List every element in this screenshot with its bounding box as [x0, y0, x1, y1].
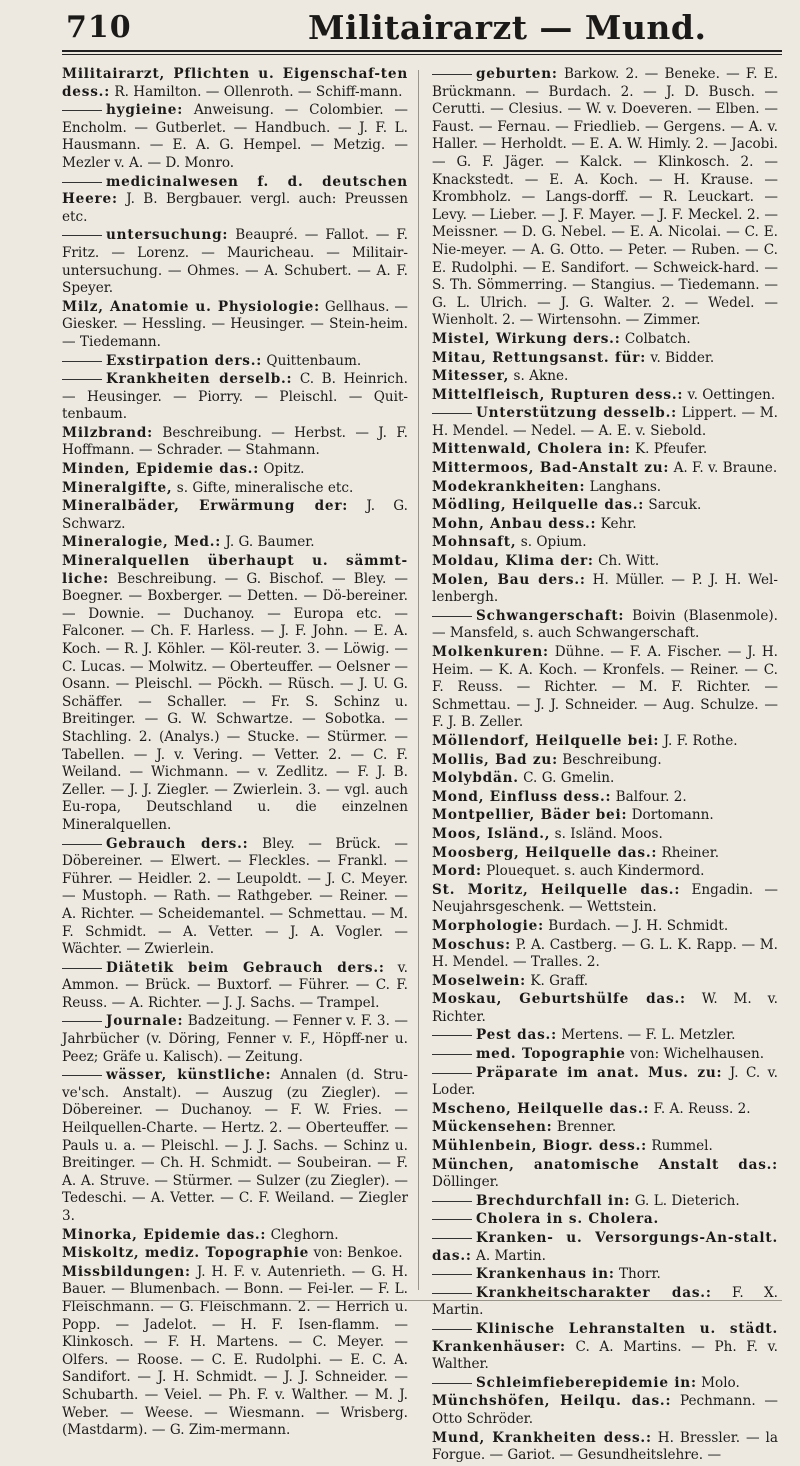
entry-references: Kehr.: [600, 515, 637, 532]
entry-headword: Unterstützung desselb.:: [476, 405, 677, 422]
index-entry: [432, 991, 778, 1026]
entry-references: Ch. Witt.: [598, 553, 660, 570]
index-entry: [432, 770, 778, 788]
entry-headword: wässer, künstliche:: [106, 1067, 272, 1084]
entry-headword: Milzbrand:: [62, 424, 153, 441]
index-entry: [62, 227, 408, 297]
index-entry: [432, 845, 778, 863]
entry-references: Engadin. — Neujahrsgeschenk. — Wettstein.: [432, 881, 778, 916]
entry-headword: Morphologie:: [432, 917, 544, 934]
entry-references: Burdach. — J. H. Schmidt.: [548, 917, 729, 934]
entry-references: J. C. v. Loder.: [432, 1064, 778, 1099]
index-entry: [62, 1264, 408, 1440]
entry-headword: Mückensehen:: [432, 1119, 553, 1136]
entry-references: Langhans.: [589, 478, 662, 495]
entry-references: Opitz.: [263, 461, 305, 478]
entry-headword: Mühlenbein, Biogr. dess.:: [432, 1138, 647, 1155]
entry-references: F. X. Martin.: [432, 1284, 778, 1319]
entry-references: Lippert. — M. H. Mendel. — Nedel. — A. E. v. Siebold.: [432, 405, 778, 439]
entry-references: Annalen (d. Stru-ve'sch. Anstalt). — Auszug (zu Ziegler). — Döbereiner. — Duchanoy. — F. W. Fries. — Heilquellen-Charte. — Hertz. 2. — Oberteuffer. — Pauls u. a. — Pleischl. — J. J. Sachs. — Schinz u. Breitinger. — Ch. H. Schmidt. — Soubeiran. — F. A. A. Struve. — Stürmer. — Sulzer (zu Ziegler). — Tedeschi. — A. Vetter. — C. F. Weiland. — Ziegler 3.: [62, 1067, 409, 1224]
entry-references: Badzeitung. — Fenner v. F. 3. — Jahrbücher (v. Döring, Fenner v. F., Höpff-ner u. Peez; Gräfe u. Kalisch). — Zeitung.: [62, 1013, 408, 1065]
entry-headword: Molen, Bau ders.:: [432, 571, 586, 588]
entry-headword: Mineralquellen überhaupt u. sämmt-liche:: [62, 553, 408, 587]
entry-headword: Mineralbäder, Erwärmung der:: [62, 498, 349, 515]
index-entry: [432, 826, 778, 844]
index-entry: [432, 553, 778, 571]
entry-headword: Moosberg, Heilquelle das.:: [432, 844, 658, 861]
index-entry: [432, 1430, 778, 1465]
entry-references: J. G. Schwarz.: [62, 498, 408, 532]
index-entry: [432, 350, 778, 368]
entry-headword: Mohn, Anbau dess.:: [432, 515, 597, 532]
index-entry: [432, 863, 778, 881]
entry-headword: hygieine:: [106, 102, 184, 119]
entry-references: Cleghorn.: [270, 1226, 339, 1243]
entry-references: H. Müller. — P. J. H. Wel-lenbergh.: [432, 571, 778, 606]
index-entry: [432, 441, 778, 459]
index-entry: [62, 1227, 408, 1245]
entry-headword: geburten:: [476, 66, 558, 82]
entry-headword: Moos, Isländ.,: [432, 825, 551, 842]
entry-headword: Mitesser,: [432, 368, 510, 385]
index-entry: [432, 1211, 778, 1229]
entry-references: Gellhaus. — Giesker. — Hessling. — Heusinger. — Stein-heim. — Tiedemann.: [62, 298, 408, 350]
entry-references: Beschreibung.: [562, 751, 662, 768]
entry-headword: Kranken- u. Versorgungs-An-stalt. das.:: [432, 1230, 778, 1264]
entry-headword: Mscheno, Heilquelle das.:: [432, 1100, 650, 1117]
entry-headword: Krankenhaus in:: [476, 1266, 615, 1283]
index-entry: [432, 405, 778, 440]
entry-references: W. M. v. Richter.: [432, 991, 779, 1025]
index-entry: [432, 1230, 778, 1265]
entry-headword: Mineralogie, Med.:: [62, 534, 222, 551]
entry-references: Barkow. 2. — Beneke. — F. E. Brückmann. — Burdach. 2. — J. D. Busch. — Cerutti. — Clesius. — W. v. Doeveren. — Elben. — Faust. — Fernau. — Friedlieb. — Gergens. — A. v. Haller. — Herholdt. — E. A. W. Himly. 2. — Jacobi. — G. F. Jäger. — Kalck. — Klinkosch. 2. — Knackstedt. — E. A. Koch. — H. Krause. — Krombholz. — Langs-dorff. — R. Leuckart. — Levy. — Lieber. — J. F. Mayer. — J. F. Meckel. 2. — Meissner. — D. G. Nebel. — E. A. Nicolai. — C. E. Nie-meyer. — A. G. Otto. — Peter. — Ruben. — C. E. Rudolphi. — E. Sandifort. — Schweick-hard. — S. Th. Sömmerring. — Stangius. — Tiedemann. — G. L. Ulrich. — J. G. Walter. 2. — Wedel. — Wienholt. 2. — Wirtensohn. — Zimmer.: [432, 66, 778, 329]
entry-headword: Minorka, Epidemie das.:: [62, 1226, 267, 1243]
page-header: [0, 0, 800, 66]
header-rule: [62, 50, 782, 52]
index-entry: [432, 572, 778, 607]
entry-headword: Möllendorf, Heilquelle bei:: [432, 732, 660, 749]
entry-headword: Mittelfleisch, Rupturen dess.:: [432, 386, 684, 403]
entry-references: von: Wichelhausen.: [630, 1046, 765, 1063]
entry-headword: Diätetik beim Gebrauch ders.:: [106, 959, 385, 976]
index-entry: [432, 1375, 778, 1393]
entry-references: Thorr.: [618, 1266, 661, 1283]
index-entry: [62, 1067, 408, 1225]
entry-headword: Gebrauch ders.:: [106, 835, 249, 852]
entry-references: Dortomann.: [631, 807, 714, 824]
entry-references: Colbatch.: [624, 330, 691, 347]
entry-references: C. B. Heinrich. — Heusinger. — Piorry. — Pleischl. — Quit-tenbaum.: [62, 371, 408, 423]
entry-headword: Modekrankheiten:: [432, 478, 586, 495]
entry-headword: Mond, Einfluss dess.:: [432, 788, 612, 805]
entry-headword: Milz, Anatomie u. Physiologie:: [62, 298, 320, 315]
entry-references: Beschreibung. — Herbst. — J. F. Hoffmann. — Schrader. — Stahmann.: [62, 424, 408, 459]
entry-references: C. G. Gmelin.: [523, 770, 615, 787]
index-entry: [62, 353, 408, 371]
index-entry: [62, 102, 408, 172]
bottom-rule: [62, 1300, 782, 1301]
index-entry: [432, 1157, 778, 1192]
entry-references: Rheiner.: [661, 844, 720, 861]
entry-references: J. F. Rothe.: [663, 732, 738, 749]
index-entry: [432, 460, 778, 478]
index-entry: [432, 1065, 778, 1100]
index-entry: [62, 480, 408, 498]
index-entry: [62, 1245, 408, 1263]
entry-references: C. A. Martins. — Ph. F. v. Walther.: [432, 1338, 778, 1373]
entry-headword: Mistel, Wirkung ders.:: [432, 330, 621, 347]
index-entry: [62, 836, 408, 959]
entry-headword: Klinische Lehranstalten u. städt. Krankenhäuser:: [432, 1320, 778, 1355]
entry-references: H. Bressler. — la Forgue. — Gariot. — Gesundheitslehre. —: [432, 1429, 778, 1464]
entry-headword: Mord:: [432, 863, 482, 880]
entry-headword: Münchshöfen, Heilqu. das.:: [432, 1393, 672, 1410]
entry-references: K. Graff.: [530, 972, 589, 989]
index-entry: [432, 1101, 778, 1119]
entry-references: F. A. Reuss. 2.: [653, 1100, 751, 1117]
index-entry: [432, 1027, 778, 1045]
index-entry: [62, 299, 408, 352]
index-entry: [432, 807, 778, 825]
entry-headword: Molybdän.: [432, 770, 519, 787]
entry-references: Sarcuk.: [648, 497, 702, 514]
entry-headword: untersuchung:: [106, 227, 229, 244]
entry-headword: Missbildungen:: [62, 1263, 191, 1280]
index-entry: [62, 66, 408, 101]
index-entry: [432, 1321, 778, 1374]
entry-headword: Moschus:: [432, 936, 511, 953]
entry-references: s. Opium.: [520, 534, 587, 551]
entry-references: G. L. Dieterich.: [634, 1192, 740, 1209]
index-entry: [432, 387, 778, 405]
entry-references: Dühne. — F. A. Fischer. — J. H. Heim. — K. A. Koch. — Kronfels. — Reiner. — C. F. Reuss. — Richter. — M. F. Richter. — Schmettau. — J. J. Schneider. — Aug. Schulze. — F. J. B. Zeller.: [432, 644, 779, 731]
index-entry: [432, 1393, 778, 1428]
entry-headword: Mohnsaft,: [432, 534, 517, 551]
index-entry: [432, 516, 778, 534]
index-entry: [432, 534, 778, 552]
entry-headword: Mitau, Rettungsanst. für:: [432, 349, 647, 366]
entry-headword: Krankheiten derselb.:: [106, 371, 293, 388]
entry-references: Balfour. 2.: [615, 788, 687, 805]
column-divider: [418, 70, 419, 1290]
entry-headword: Moselwein:: [432, 972, 526, 989]
index-entry: [432, 937, 778, 972]
entry-headword: Krankheitscharakter das.:: [476, 1284, 712, 1301]
index-entry: [432, 1046, 778, 1064]
index-entry: [432, 1138, 778, 1156]
index-entry: [62, 960, 408, 1013]
entry-references: s. Isländ. Moos.: [554, 825, 663, 842]
index-entry: [432, 331, 778, 349]
entry-references: Pechmann. — Otto Schröder.: [432, 1393, 778, 1427]
entry-references: A. Martin.: [476, 1247, 546, 1264]
index-entry: [432, 733, 778, 751]
entry-references: Boivin (Blasenmole). — Mansfeld, s. auch Schwangerschaft.: [432, 607, 778, 642]
entry-references: v. Bidder.: [650, 349, 715, 366]
entry-headword: Moldau, Klima der:: [432, 553, 594, 570]
entry-references: J. G. Baumer.: [225, 534, 315, 551]
index-entry: [62, 553, 408, 835]
entry-headword: Mineralgifte,: [62, 479, 173, 496]
entry-references: Beschreibung. — G. Bischof. — Bley. — Boegner. — Boxberger. — Detten. — Dö-bereiner. — Downie. — Duchanoy. — Europa etc. — Falconer. — Ch. F. Harless. — J. F. John. — E. A. Koch. — R. J. Köhler. — Köl-reuter. 3. — Löwig. — C. Lucas. — Molwitz. — Oberteuffer. — Oelsner — Osann. — Pleischl. — Pöckh. — Rüsch. — J. U. G. Schäffer. — Schaller. — Fr. S. Schinz u. Breitinger. — G. W. Schwartze. — Sobotka. — Stachling. 2. (Analys.) — Stucke. — Stürmer. — Tabellen. — J. v. Vering. — Vetter. 2. — C. F. Weiland. — Wichmann. — v. Zedlitz. — F. J. B. Zeller. — J. J. Ziegler. — Zwierlein. 3. — vgl. auch Eu-ropa, Deutschland u. die einzelnen Mineralquellen.: [62, 570, 408, 833]
entry-references: Quittenbaum.: [266, 352, 362, 369]
index-entry: [62, 534, 408, 552]
entry-headword: Minden, Epidemie das.:: [62, 461, 260, 478]
entry-headword: Mollis, Bad zu:: [432, 751, 558, 768]
entry-references: J. H. F. v. Autenrieth. — G. H. Bauer. — Blumenbach. — Bonn. — Fei-ler. — F. L. Fleischmann. — G. Fleischmann. 2. — Herrich u. Popp. — Jadelot. — H. F. Isen-flamm. — Klinkosch. — F. H. Martens. — C. Meyer. — Olfers. — Roose. — C. E. Rudolphi. — E. C. A. Sandifort. — J. H. Schmidt. — J. J. Schneider. — Schubarth. — Veiel. — Ph. F. v. Walther. — M. J. Weber. — Weese. — Wiesmann. — Wrisberg. (Mastdarm). — G. Zim-mermann.: [62, 1263, 408, 1439]
index-entry: [432, 1193, 778, 1211]
entry-references: Anweisung. — Colombier. — Encholm. — Gutberlet. — Handbuch. — J. F. L. Hausmann. — E. A. G. Hempel. — Metzig. — Mezler v. A. — D. Monro.: [62, 102, 409, 171]
entry-references: A. F. v. Braune.: [673, 460, 778, 477]
index-entry: [62, 1013, 408, 1066]
entry-references: s. Akne.: [513, 368, 569, 385]
entry-headword: Miskoltz, mediz. Topographie: [62, 1245, 310, 1262]
index-entry: [432, 608, 778, 643]
index-entry: [432, 1266, 778, 1284]
entry-references: P. A. Castberg. — G. L. K. Rapp. — M. H. Mendel. — Tralles. 2.: [432, 936, 778, 971]
entry-headword: Mund, Krankheiten dess.:: [432, 1429, 652, 1446]
index-entry: [62, 498, 408, 533]
index-entry: [62, 425, 408, 460]
entry-headword: Cholera in s. Cholera.: [476, 1211, 660, 1228]
entry-references: Plouequet. s. auch Kindermord.: [486, 863, 705, 880]
entry-headword: Mittenwald, Cholera in:: [432, 441, 631, 458]
entry-references: R. Hamilton. — Ollenroth. — Schiff-mann.: [114, 83, 403, 100]
entry-headword: St. Moritz, Heilquelle das.:: [432, 881, 681, 898]
entry-headword: Schwangerschaft:: [476, 607, 625, 624]
entry-references: Beaupré. — Fallot. — F. Fritz. — Lorenz. — Mauricheau. — Militair-untersuchung. — Ohmes. — A. Schubert. — A. F. Speyer.: [62, 227, 409, 297]
entry-headword: Molkenkuren:: [432, 644, 549, 660]
index-entry: [432, 368, 778, 386]
index-entry: [432, 497, 778, 515]
entry-headword: Mödling, Heilquelle das.:: [432, 497, 645, 514]
entry-references: s. Gifte, mineralische etc.: [176, 479, 354, 496]
index-entry: [432, 918, 778, 936]
entry-headword: Mittermoos, Bad-Anstalt zu:: [432, 460, 670, 477]
index-entry: [432, 882, 778, 917]
index-entry: [432, 752, 778, 770]
entry-headword: Präparate im anat. Mus. zu:: [476, 1064, 723, 1081]
index-entry: [62, 461, 408, 479]
page-number: 710: [66, 10, 132, 45]
entry-headword: Pest das.:: [476, 1027, 557, 1044]
entry-references: v. Oettingen.: [687, 386, 776, 403]
entry-references: Bley. — Brück. — Döbereiner. — Elwert. — Fleckles. — Frankl. — Führer. — Heidler. 2. — Leupoldt. — J. C. Meyer. — Mustoph. — Rath. — Rathgeber. — Reiner. — A. Richter. — Scheidemantel. — Schmettau. — M. F. Schmidt. — A. Vetter. — J. A. Vogler. — Wächter. — Zwierlein.: [62, 835, 408, 958]
index-entry: [432, 66, 778, 330]
entry-references: J. B. Bergbauer. vergl. auch: Preussen etc.: [62, 191, 408, 225]
index-entry: [62, 174, 408, 227]
index-entry: [432, 479, 778, 497]
index-entry: [432, 1285, 778, 1320]
index-entry: [432, 644, 778, 732]
entry-headword: medicinalwesen f. d. deutschen Heere:: [62, 173, 408, 208]
header-rule-thin: [62, 54, 782, 55]
entry-headword: Exstirpation ders.:: [106, 352, 263, 369]
index-entry: [62, 371, 408, 424]
entry-headword: Militairarzt, Pflichten u. Eigenschaf-ten dess.:: [62, 66, 408, 100]
entry-references: Döllinger.: [432, 1174, 499, 1191]
entry-references: Rummel.: [651, 1138, 713, 1155]
entry-headword: Montpellier, Bäder bei:: [432, 807, 628, 824]
running-title: Militairarzt — Mund.: [308, 8, 707, 47]
entry-references: v. Ammon. — Brück. — Buxtorf. — Führer. — C. F. Reuss. — A. Richter. — J. J. Sachs. — Trampel.: [62, 959, 408, 1011]
index-entry: [432, 1119, 778, 1137]
entry-references: K. Pfeufer.: [635, 441, 708, 458]
entry-headword: med. Topographie: [476, 1046, 626, 1063]
entry-headword: Moskau, Geburtshülfe das.:: [432, 991, 686, 1008]
entry-references: von: Benkoe.: [313, 1245, 403, 1262]
entry-headword: Brechdurchfall in:: [476, 1192, 631, 1209]
entry-references: Mertens. — F. L. Metzler.: [561, 1027, 736, 1044]
entry-headword: Journale:: [106, 1013, 184, 1030]
index-entry: [432, 789, 778, 807]
entry-references: Brenner.: [556, 1119, 617, 1136]
left-column: [62, 66, 408, 1441]
entry-headword: München, anatomische Anstalt das.:: [432, 1156, 778, 1173]
right-column: [432, 66, 778, 1466]
entry-references: Molo.: [701, 1374, 740, 1391]
index-entry: [432, 973, 778, 991]
entry-headword: Schleimfieberepidemie in:: [476, 1374, 697, 1391]
